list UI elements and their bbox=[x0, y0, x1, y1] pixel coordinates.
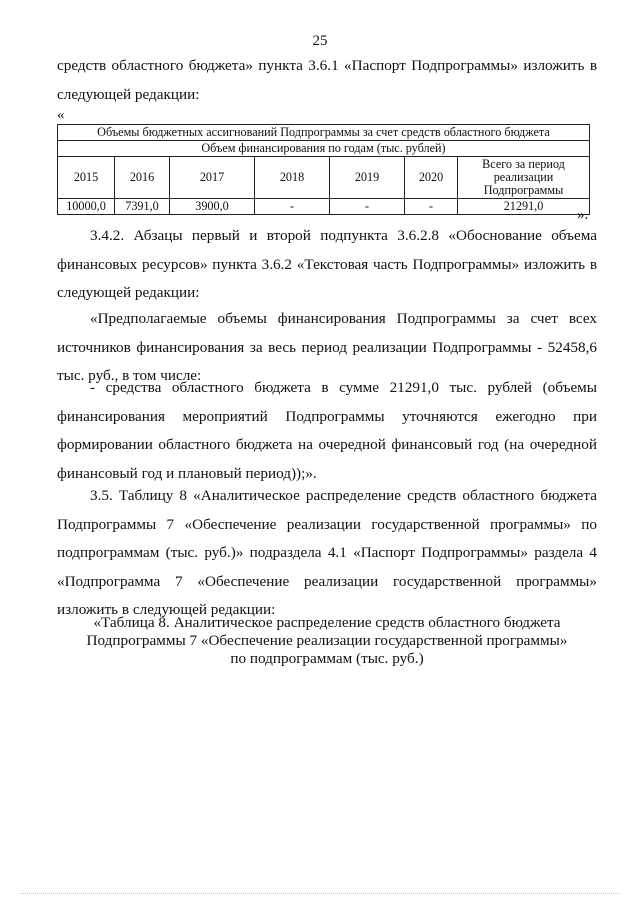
table-cell: 10000,0 bbox=[58, 199, 115, 215]
table-header-cell: 2015 bbox=[58, 157, 115, 199]
paragraph-3-5: 3.5. Таблицу 8 «Аналитическое распределение средств областного бюджета Подпрограммы 7 «Обеспечение реализации государственной программы» по подпрограммам (тыс. руб.)» подраздела 4.1 «Паспорт Подпрограммы» раздела 4 «Подпрограмма 7 «Обеспечение реализации государственной программы» изложить в следующей редакции: bbox=[57, 487, 597, 618]
caption-line: по подпрограммам (тыс. руб.) bbox=[230, 650, 424, 667]
closing-quote-mark: ». bbox=[577, 207, 589, 223]
caption-line: «Таблица 8. Аналитическое распределение средств областного бюджета bbox=[93, 614, 561, 631]
table-cell: 3900,0 bbox=[170, 199, 255, 215]
table-cell: - bbox=[405, 199, 458, 215]
table-cell: - bbox=[330, 199, 405, 215]
footer-scan-line bbox=[20, 893, 620, 896]
table-header-cell: 2020 bbox=[405, 157, 458, 199]
table-header-cell: 2017 bbox=[170, 157, 255, 199]
table-cell: 7391,0 bbox=[115, 199, 170, 215]
table-cell: - bbox=[255, 199, 330, 215]
table-cell: 21291,0 bbox=[458, 199, 590, 215]
table-header-cell: 2018 bbox=[255, 157, 330, 199]
table-header-cell: Всего за период реализации Подпрограммы bbox=[458, 157, 590, 199]
budget-allocation-table bbox=[57, 124, 590, 215]
opening-quote-mark: « bbox=[57, 107, 65, 123]
table-header-cell: 2019 bbox=[330, 157, 405, 199]
table-subtitle-row bbox=[58, 141, 590, 157]
table-header-cell: 2016 bbox=[115, 157, 170, 199]
table-title: Объемы бюджетных ассигнований Подпрограммы за счет средств областного бюджета bbox=[58, 125, 590, 141]
paragraph-regional-budget: - средства областного бюджета в сумме 21291,0 тыс. рублей (объемы финансирования мероприятий Подпрограммы уточняются ежегодно при формировании областного бюджета на очередной финансовый год (на очередной финансовый год и плановый период));». bbox=[57, 379, 597, 482]
page-number: 25 bbox=[312, 33, 328, 49]
table-header-row bbox=[58, 157, 590, 199]
table-subtitle: Объем финансирования по годам (тыс. рублей) bbox=[58, 141, 590, 157]
paragraph-3-4-2: 3.4.2. Абзацы первый и второй подпункта 3.6.2.8 «Обоснование объема финансовых ресурсов» пункта 3.6.2 «Текстовая часть Подпрограммы» изложить в следующей редакции: bbox=[57, 227, 597, 301]
caption-line: Подпрограммы 7 «Обеспечение реализации государственной программы» bbox=[86, 632, 568, 649]
table-row bbox=[58, 199, 590, 215]
table-8-caption bbox=[57, 614, 597, 668]
table-title-row bbox=[58, 125, 590, 141]
paragraph-funding-total: «Предполагаемые объемы финансирования Подпрограммы за счет всех источников финансирования за весь период реализации Подпрограммы - 52458,6 тыс. руб., в том числе: bbox=[57, 310, 597, 384]
paragraph-intro: средств областного бюджета» пункта 3.6.1 «Паспорт Подпрограммы» изложить в следующей редакции: bbox=[57, 57, 597, 103]
